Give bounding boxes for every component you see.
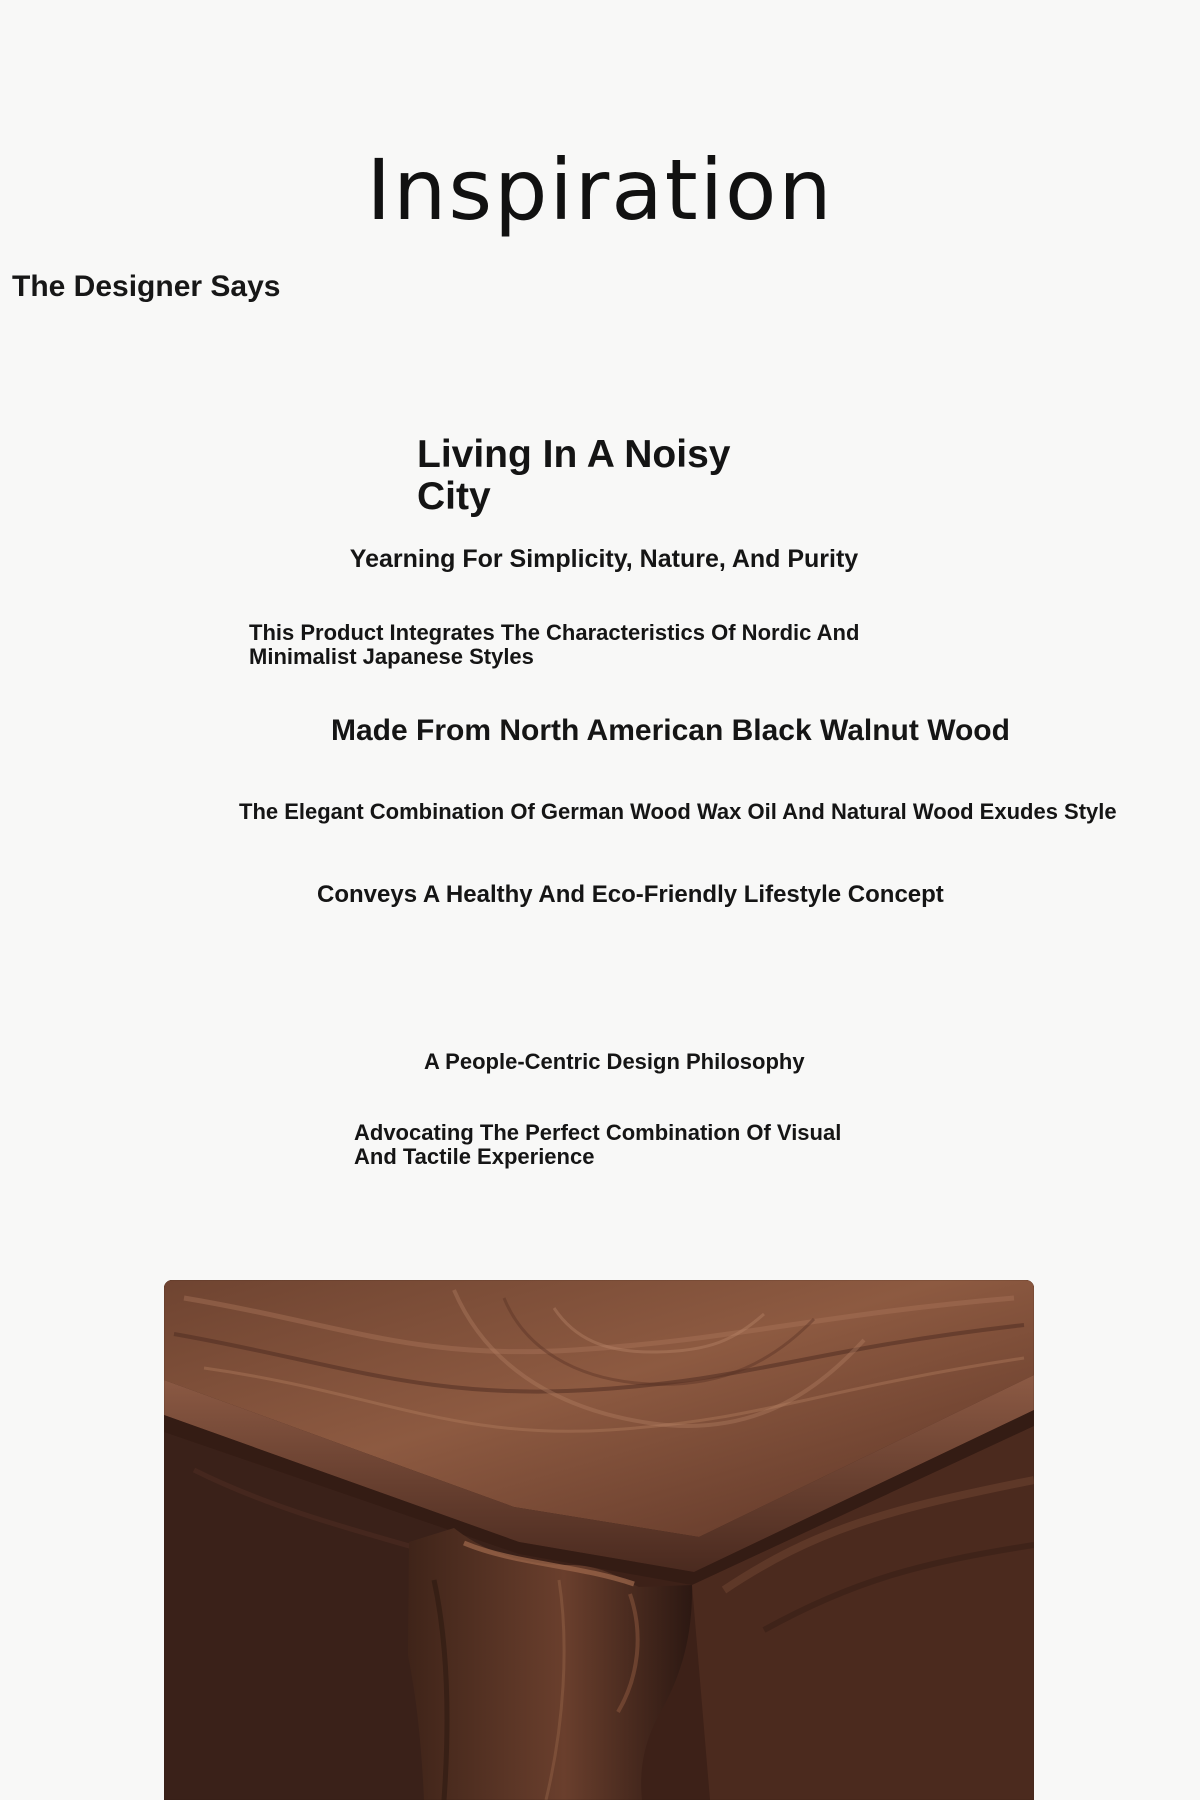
walnut-wood-line: Made From North American Black Walnut Wood — [331, 714, 1010, 747]
eco-lifestyle-line: Conveys A Healthy And Eco-Friendly Lifestyle Concept — [317, 881, 944, 908]
noisy-city-heading: Living In A Noisy City — [417, 433, 731, 518]
simplicity-line: Yearning For Simplicity, Nature, And Purity — [349, 545, 859, 573]
visual-tactile-text: Advocating The Perfect Combination Of Visual And Tactile Experience — [354, 1120, 842, 1169]
nordic-japanese-line: This Product Integrates The Characteristics Of Nordic And Minimalist Japanese Styles — [249, 620, 860, 669]
design-philosophy-title: A People-Centric Design Philosophy — [424, 1049, 805, 1074]
wood-wax-oil-line: The Elegant Combination Of German Wood Wax Oil And Natural Wood Exudes Style — [239, 799, 1117, 824]
walnut-table-corner-image — [164, 1280, 1034, 1800]
walnut-table-illustration — [164, 1280, 1034, 1800]
inspiration-title: Inspiration — [366, 141, 834, 239]
designer-subtitle: The Designer Says — [12, 270, 281, 303]
